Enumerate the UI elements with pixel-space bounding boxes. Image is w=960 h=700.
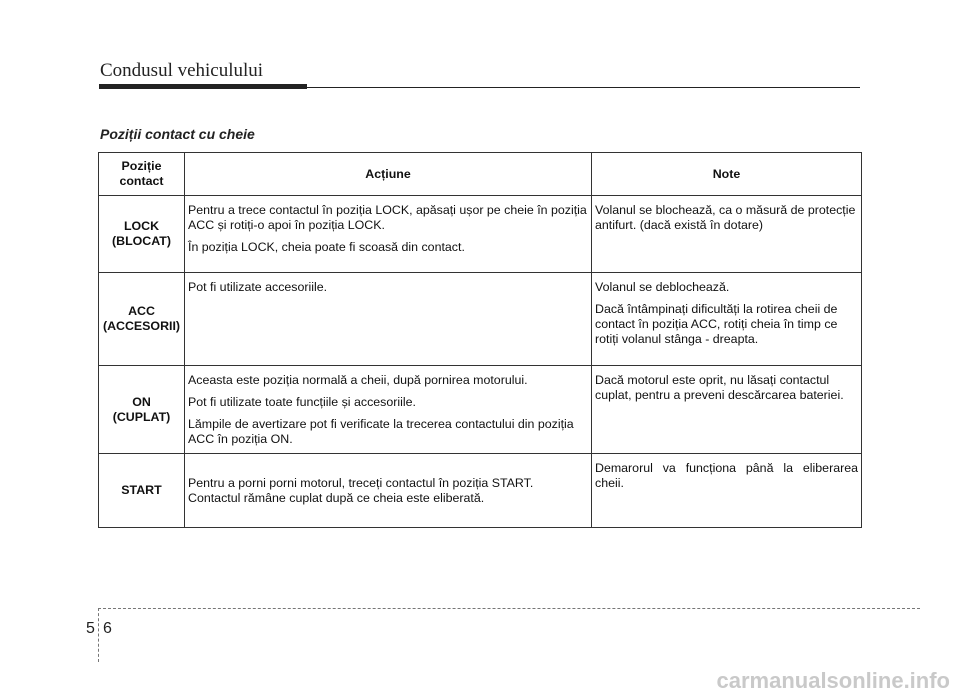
position-lock: LOCK (BLOCAT): [99, 196, 185, 273]
header-rule-thick: [99, 84, 307, 89]
key-positions-table: [98, 152, 862, 528]
notes-start: [592, 454, 862, 528]
footer-page-divider: [98, 608, 99, 662]
action-lock: [185, 196, 592, 273]
action-text: Aceasta este poziția normală a cheii, după pornirea motorului.: [188, 373, 528, 387]
notes-text: Dacă motorul este oprit, nu lăsați contactul cuplat, pentru a preveni descărcarea bateriei.: [595, 373, 844, 402]
watermark: carmanualsonline.info: [716, 668, 950, 693]
notes-text: Volanul se deblochează.: [595, 280, 730, 294]
notes-text: Demarorul va funcționa până la eliberarea cheii.: [595, 461, 858, 490]
header-notes: Note: [592, 153, 862, 196]
notes-on: [592, 366, 862, 454]
notes-acc: [592, 273, 862, 366]
action-text: Lămpile de avertizare pot fi verificate la trecerea contactului din poziția ACC în poziția ON.: [188, 417, 574, 446]
header-rule-thin: [307, 87, 860, 88]
notes-text: Volanul se blochează, ca o măsură de protecție antifurt. (dacă există în dotare): [595, 203, 856, 232]
table-row-on: [99, 366, 862, 454]
notes-text: Dacă întâmpinați dificultăți la rotirea cheii de contact în poziția ACC, rotiți cheia în timp ce rotiți volanul stânga - dreapta.: [595, 302, 838, 346]
action-text: Pentru a porni porni motorul, treceți contactul în poziția START. Contactul rămâne cuplat după ce cheia este eliberată.: [188, 476, 534, 505]
header-action: Acțiune: [185, 153, 592, 196]
table-row-lock: [99, 196, 862, 273]
action-text: În poziția LOCK, cheia poate fi scoasă din contact.: [188, 240, 465, 254]
action-text: Pot fi utilizate toate funcțiile și accesoriile.: [188, 395, 416, 409]
chapter-number: 5: [86, 620, 95, 637]
action-start: [185, 454, 592, 528]
table-header-row: [99, 153, 862, 196]
section-title: Poziții contact cu cheie: [100, 126, 255, 142]
position-on: ON (CUPLAT): [99, 366, 185, 454]
position-start: START: [99, 454, 185, 528]
page-header-title: Condusul vehiculului: [100, 60, 264, 81]
action-text: Pentru a trece contactul în poziția LOCK, apăsați ușor pe cheie în poziția ACC și rotiți-o apoi în poziția LOCK.: [188, 203, 587, 232]
page-number: 6: [103, 620, 112, 637]
table-row-start: [99, 454, 862, 528]
table-row-acc: [99, 273, 862, 366]
action-on: [185, 366, 592, 454]
footer-dashed-rule: [98, 608, 920, 609]
action-acc: [185, 273, 592, 366]
action-text: Pot fi utilizate accesoriile.: [188, 280, 328, 294]
notes-lock: [592, 196, 862, 273]
header-position: Poziție contact: [99, 153, 185, 196]
position-acc: ACC (ACCESORII): [99, 273, 185, 366]
